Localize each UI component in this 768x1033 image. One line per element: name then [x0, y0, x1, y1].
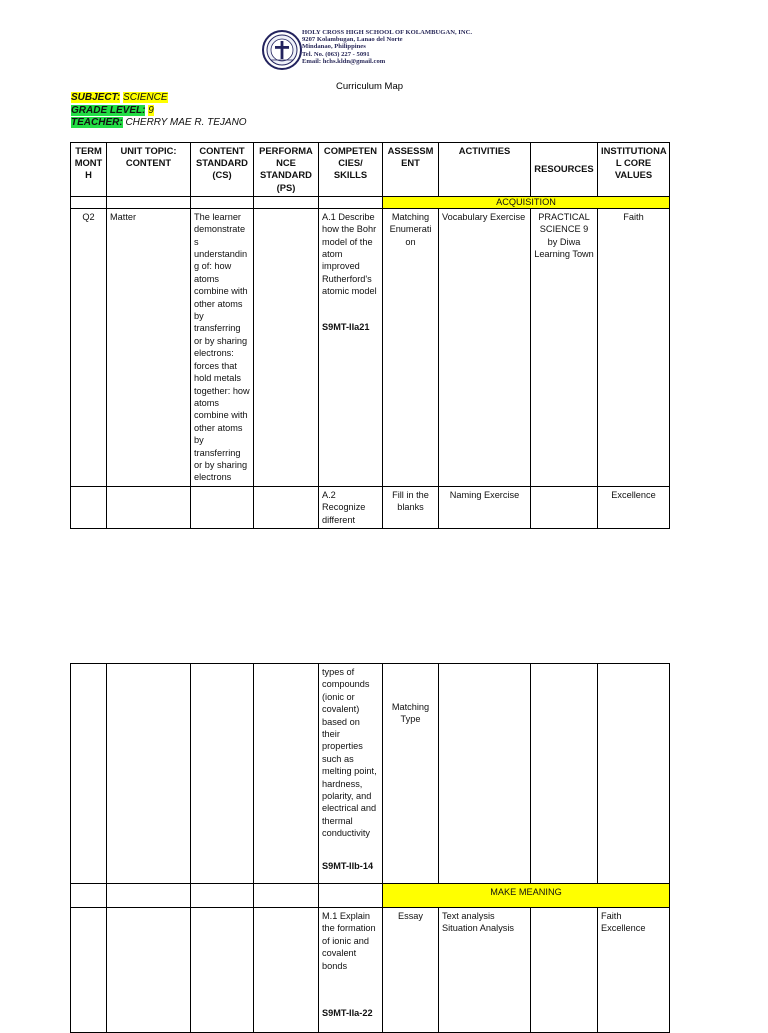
table-cell [107, 196, 191, 208]
term-cell [71, 664, 107, 884]
school-address-line: 9207 Kolambugan, Lanao del Norte [302, 36, 403, 44]
resources-cell [531, 664, 598, 884]
core-value-item: Faith [601, 911, 622, 921]
school-name: HOLY CROSS HIGH SCHOOL OF KOLAMBUGAN, INC. [302, 29, 472, 36]
assessment-cell: Essay [383, 908, 439, 1033]
competency-cell [319, 664, 383, 884]
header-competencies: COMPETEN CIES/ SKILLS [319, 143, 383, 197]
term-cell [71, 884, 107, 908]
teacher-line [71, 117, 247, 128]
table-cell [319, 196, 383, 208]
activities-cell: Naming Exercise [439, 486, 531, 528]
table-row [71, 664, 670, 884]
core-values-cell [598, 908, 670, 1033]
content-standard-cell [191, 664, 254, 884]
topic-cell [107, 884, 191, 908]
performance-standard-cell [254, 908, 319, 1033]
competency-text: types of compounds (ionic or covalent) based on their properties such as melting point, hardness, polarity, and electrical and thermal conductivity [322, 667, 377, 839]
competency-cell [319, 908, 383, 1033]
header-resources: RESOURCES [531, 143, 598, 197]
term-cell [71, 486, 107, 528]
table-row [71, 884, 670, 908]
performance-standard-cell [254, 486, 319, 528]
competency-cell [319, 208, 383, 486]
school-email: Email: hchs.kldn@gmail.com [302, 57, 386, 65]
table-cell [191, 196, 254, 208]
resources-cell [531, 908, 598, 1033]
header-content-standard: CONTENT STANDARD (CS) [191, 143, 254, 197]
performance-standard-cell [254, 884, 319, 908]
competency-code: S9MT-IIa-22 [322, 1008, 373, 1019]
core-values-cell: Faith [598, 208, 670, 486]
curriculum-table-page2 [70, 663, 670, 1033]
table-row [71, 196, 670, 208]
assessment-cell: Matching Enumerati on [383, 208, 439, 486]
subject-value: SCIENCE [123, 92, 168, 103]
activities-cell [439, 908, 531, 1033]
resources-cell: PRACTICAL SCIENCE 9 by Diwa Learning Town [531, 208, 598, 486]
topic-cell [107, 664, 191, 884]
competency-cell [319, 884, 383, 908]
subject-line [71, 92, 168, 103]
school-seal-icon [262, 30, 302, 70]
table-header-row [71, 143, 670, 197]
competency-code: S9MT-IIb-14 [322, 860, 374, 871]
school-header [262, 26, 562, 76]
header-performance-standard: PERFORMA NCE STANDARD (PS) [254, 143, 319, 197]
content-standard-cell: The learner demonstrate s understandin g of: how atoms combine with other atoms by transferring or by sharing electrons: forces that hold metals together: how atoms combine with other atoms by transferring or by sharing electrons [191, 208, 254, 486]
header-unit-topic: UNIT TOPIC: CONTENT [107, 143, 191, 197]
assessment-cell: Fill in the blanks [383, 486, 439, 528]
term-cell: Q2 [71, 208, 107, 486]
make-meaning-band: MAKE MEANING [383, 884, 670, 908]
competency-text: A.1 Describe how the Bohr model of the atom improved Rutherford's atomic model [322, 211, 377, 297]
header-core-values: INSTITUTIONA L CORE VALUES [598, 143, 670, 197]
activities-cell [439, 664, 531, 884]
curriculum-table-page1 [70, 142, 670, 529]
subject-label: SUBJECT: [71, 92, 121, 103]
content-standard-cell [191, 908, 254, 1033]
table-cell [71, 196, 107, 208]
topic-cell: Matter [107, 208, 191, 486]
grade-value: 9 [148, 105, 154, 116]
assessment-cell: Matching Type [383, 664, 439, 884]
activity-item: Text analysis [442, 911, 495, 921]
teacher-label: TEACHER: [71, 117, 123, 128]
activity-item: Situation Analysis [442, 923, 515, 934]
activities-cell: Vocabulary Exercise [439, 208, 531, 486]
grade-label: GRADE LEVEL: [71, 105, 146, 116]
competency-cell: A.2 Recognize different [319, 486, 383, 528]
performance-standard-cell [254, 208, 319, 486]
teacher-value: CHERRY MAE R. TEJANO [125, 117, 247, 128]
content-standard-cell [191, 486, 254, 528]
table-cell [254, 196, 319, 208]
table-row [71, 908, 670, 1033]
table-row [71, 486, 670, 528]
school-region: Mindanao, Philippines [302, 43, 366, 51]
document-title: Curriculum Map [336, 81, 404, 92]
competency-code: S9MT-IIa21 [322, 321, 370, 332]
topic-cell [107, 486, 191, 528]
header-assessment: ASSESSM ENT [383, 143, 439, 197]
performance-standard-cell [254, 664, 319, 884]
core-value-item: Excellence [601, 923, 646, 934]
acquisition-band: ACQUISITION [383, 196, 670, 208]
term-cell [71, 908, 107, 1033]
competency-text: M.1 Explain the formation of ionic and covalent bonds [322, 911, 376, 971]
content-standard-cell [191, 884, 254, 908]
resources-cell [531, 486, 598, 528]
school-phone: Tel. No. (063) 227 - 5091 [302, 50, 370, 58]
grade-line [71, 105, 154, 116]
header-term: TERM MONT H [71, 143, 107, 197]
table-row [71, 208, 670, 486]
header-activities: ACTIVITIES [439, 143, 531, 197]
core-values-cell: Excellence [598, 486, 670, 528]
school-address [302, 29, 472, 65]
topic-cell [107, 908, 191, 1033]
core-values-cell [598, 664, 670, 884]
